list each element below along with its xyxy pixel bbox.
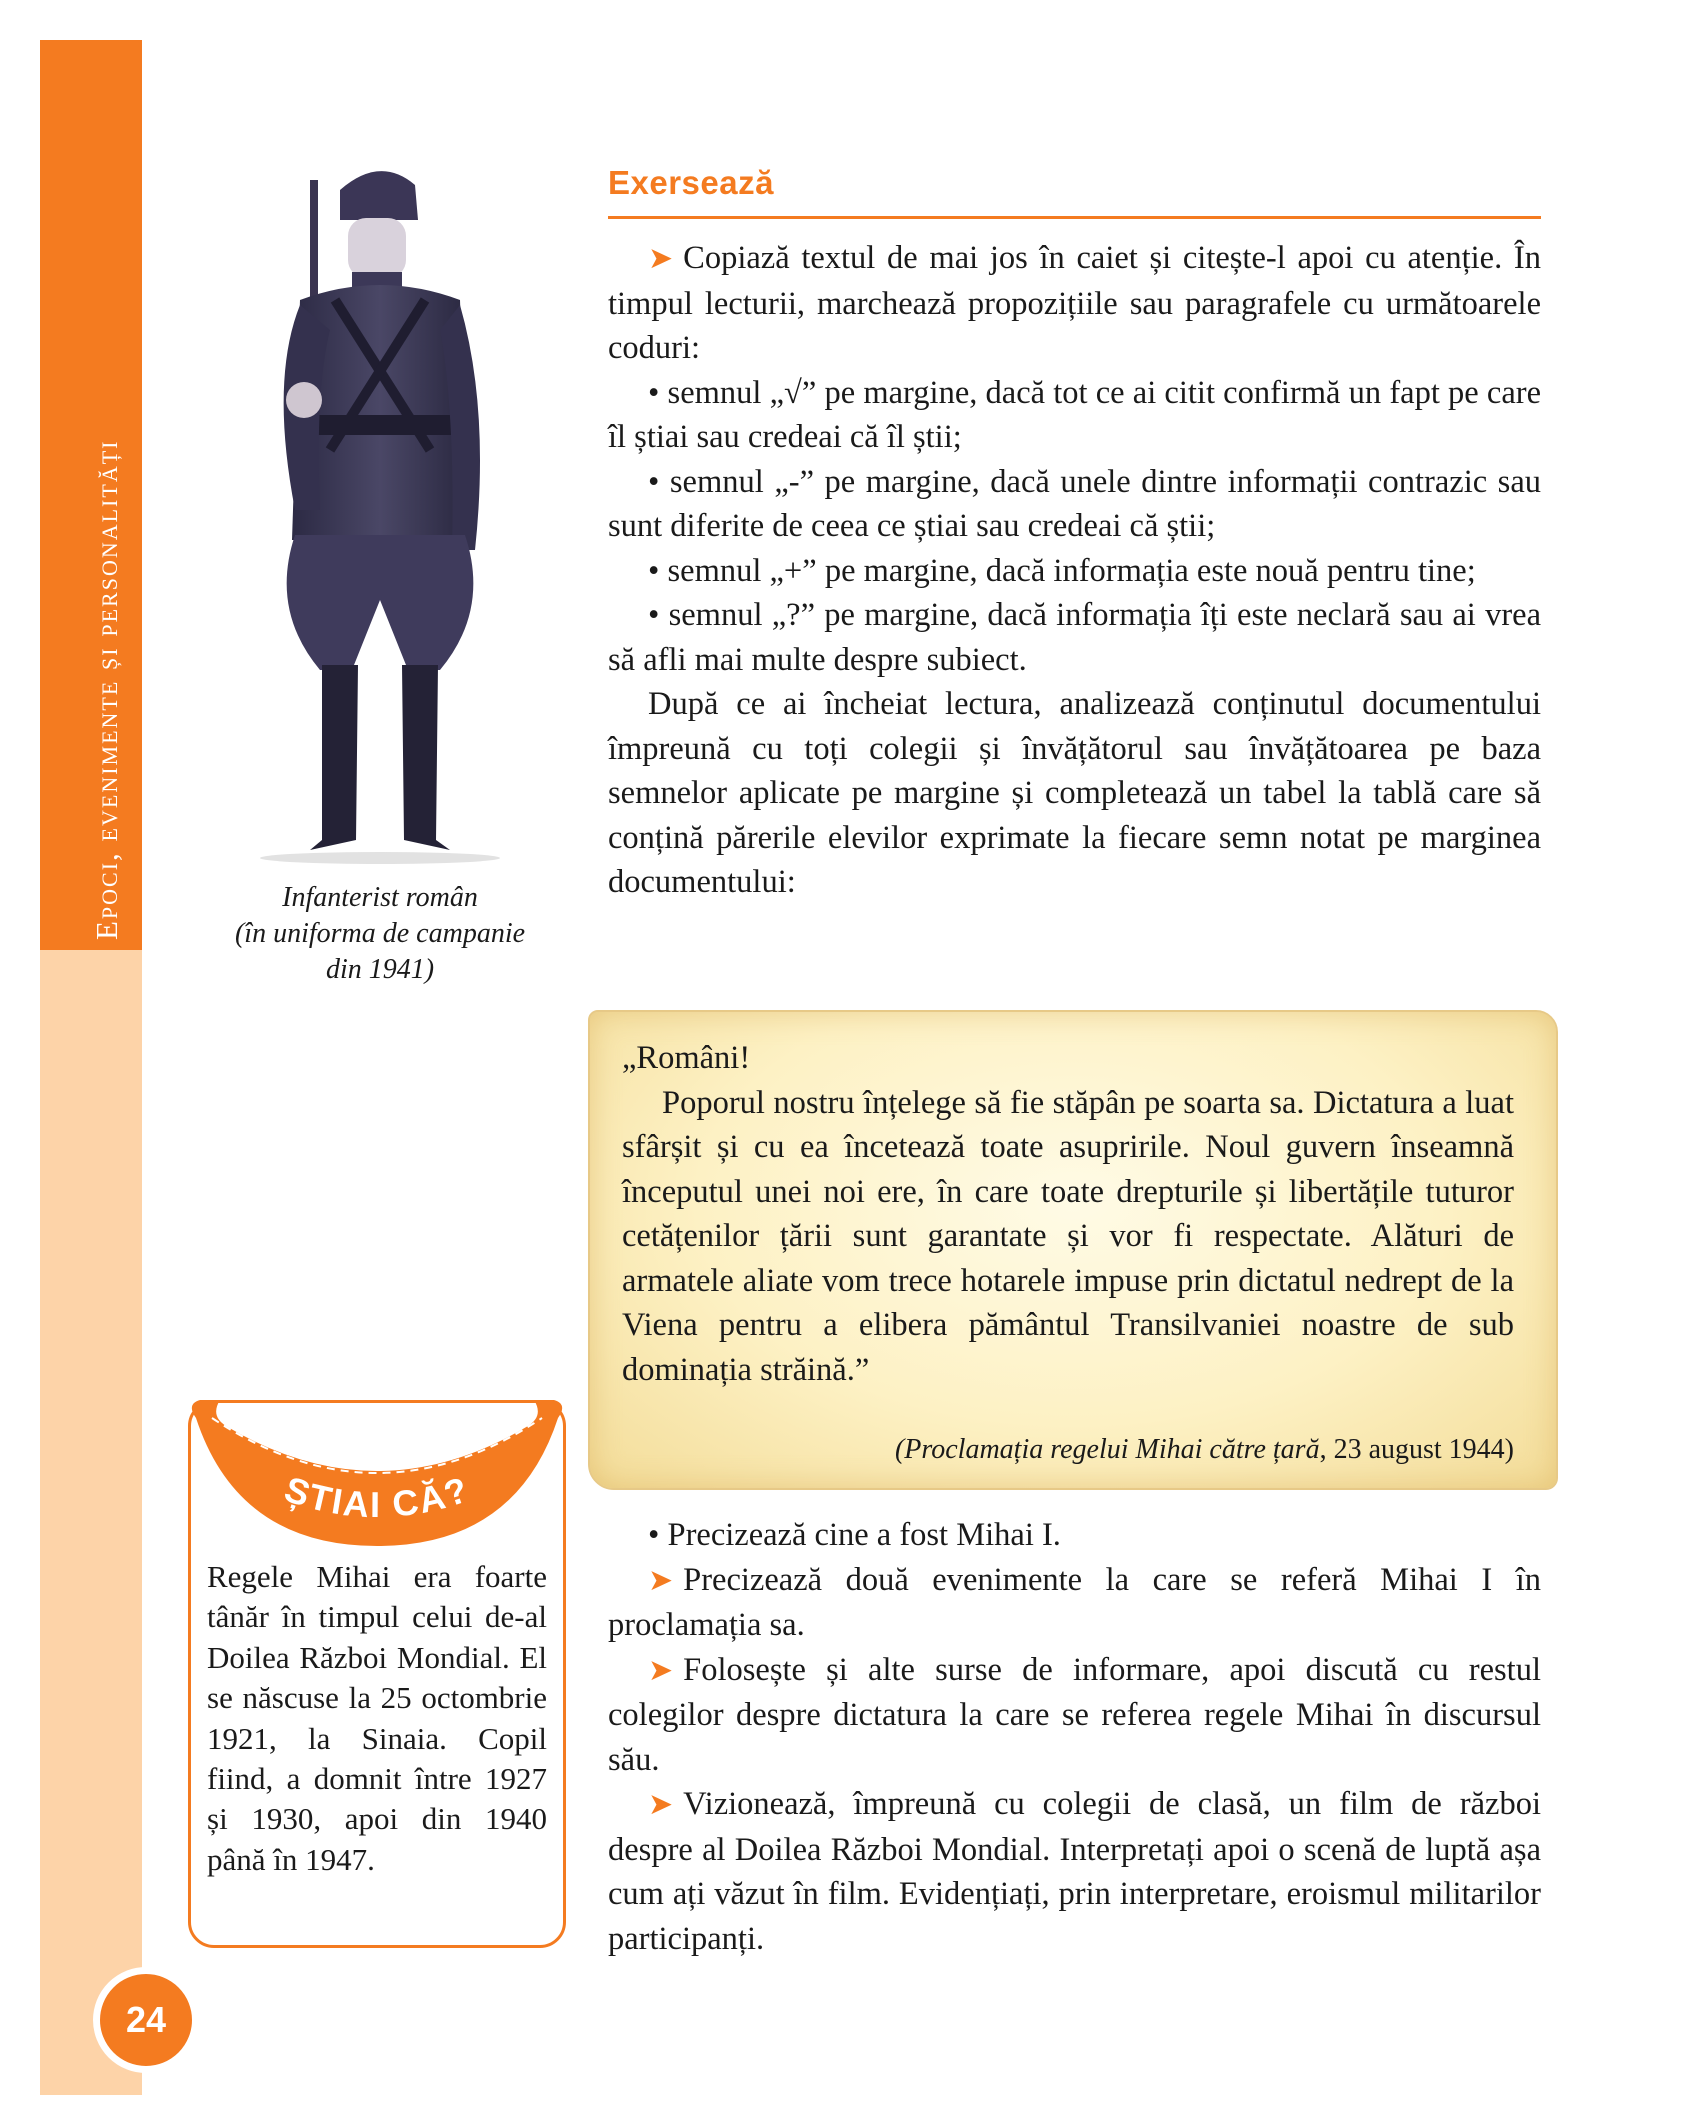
did-you-know-paragraph: Regele Mihai era foarte tânăr în timpul celui de-al Doilea Război Mondial. El se născuse la 25 octombrie 1921, la Sinaia. Copil fiind, a domnit între 1927 și 1930, apoi din 1940 până în 1947. [207, 1559, 547, 1877]
task-text: Precizează două evenimente la care se referă Mihai I în proclamația sa. [608, 1561, 1541, 1643]
page-number: 24 [93, 1967, 199, 2073]
exercise-instructions [608, 236, 1541, 905]
bullet-item: • semnul „?” pe margine, dacă informația îți este neclară sau ai vrea să afli mai multe despre subiect. [608, 597, 1541, 678]
did-you-know-title: ȘTIAI CĂ? [279, 1468, 475, 1526]
source-date: , 23 august 1944) [1319, 1434, 1514, 1465]
proclamation-salutation: „Români! [622, 1040, 751, 1076]
caption-line: Infanterist român [282, 882, 478, 913]
task-list [608, 1513, 1541, 1961]
section-title: Exersează [608, 164, 774, 201]
soldier-photo [240, 150, 520, 870]
photo-caption [200, 880, 560, 988]
did-you-know-text [207, 1557, 547, 1880]
intro-text: Copiază textul de mai jos în caiet și citește-l apoi cu atenție. În timpul lecturii, marchează propozițiile sau paragrafele cu următoarele coduri: [608, 240, 1541, 366]
task-item [608, 1782, 1541, 1961]
task-item [608, 1648, 1541, 1783]
arrow-icon: ➤ [648, 1787, 674, 1822]
bullet-item: • semnul „√” pe margine, dacă tot ce ai citit confirmă un fapt pe care îl știai sau credeai că îl știi; [608, 374, 1541, 455]
sidebar-band-light [40, 950, 142, 2095]
caption-line: (în uniforma de campanie [234, 918, 526, 949]
arrow-icon: ➤ [648, 1652, 674, 1688]
proclamation-body: Poporul nostru înțelege să fie stăpân pe soarta sa. Dictatura a luat sfârșit și cu ea încetează toate asupririle. Noul guvern înseamnă începutul unei noi ere, în care toate drepturile și libertățile tuturor cetățenilor țării sunt garantate și vor fi respectate. Alături de armatele aliate vom trece hotarele impuse prin dictatul nedrept de la Viena pentru a elibera pământul Transilvaniei noastre de sub dominația străină.” [622, 1084, 1514, 1388]
task-item: • Precizează cine a fost Mihai I. [648, 1517, 1061, 1553]
bullet-item: • semnul „-” pe margine, dacă unele dintre informații contrazic sau sunt diferite de ceea ce știai sau credeai că știi; [608, 463, 1541, 544]
section-divider [608, 216, 1541, 219]
chapter-title: Epoci, evenimente și personalități [89, 439, 124, 940]
did-you-know-banner [186, 1396, 568, 1556]
source-title: (Proclamația regelui Mihai către țară [894, 1434, 1320, 1465]
after-reading-text: După ce ai încheiat lectura, analizează conținutul documentului împreună cu toți colegii și învățătorul sau învățătoarea pe baza semnelor aplicate pe margine și completează un tabel la tablă care să conțină părerile elevilor exprimate la fiecare semn notat pe marginea documentului: [608, 686, 1541, 900]
task-text: Folosește și alte surse de informare, apoi discută cu restul colegilor despre dictatura la care se referea regele Mihai în discursul său. [608, 1651, 1541, 1778]
exercise-intro [608, 236, 1541, 371]
task-text: Vizionează, împreună cu colegii de clasă, un film de război despre al Doilea Război Mondial. Interpretați apoi o scenă de luptă așa cum ați văzut în film. Evidențiați, prin interpretare, eroismul militarilor participanți. [608, 1786, 1541, 1957]
caption-line: din 1941) [325, 954, 435, 985]
arrow-icon: ➤ [648, 1562, 674, 1598]
task-item [608, 1558, 1541, 1648]
arrow-icon: ➤ [648, 241, 674, 276]
proclamation-source [608, 1433, 1514, 1467]
bullet-item: • semnul „+” pe margine, dacă informația este nouă pentru tine; [648, 552, 1476, 589]
proclamation-text [622, 1036, 1514, 1392]
